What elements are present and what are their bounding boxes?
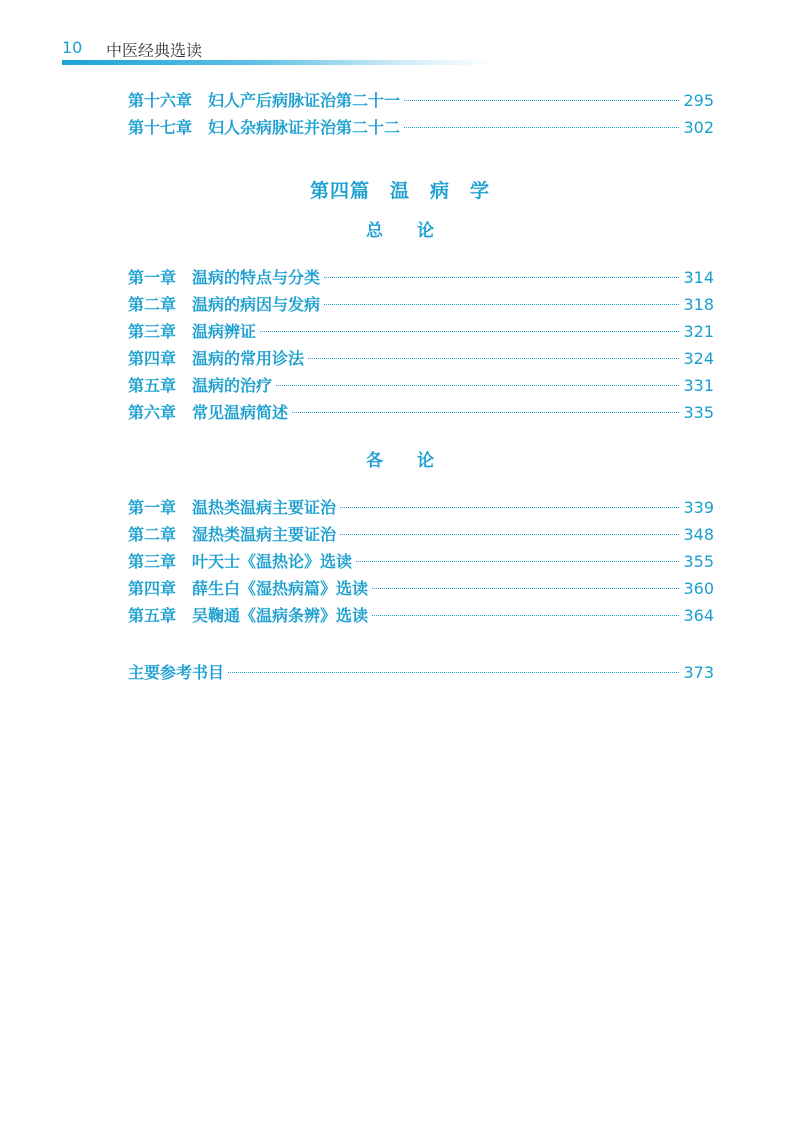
toc-chapter-title: 妇人杂病脉证并治第二十二 (208, 118, 401, 137)
toc-chapter-title: 温病的治疗 (192, 376, 273, 395)
toc-page-number: 331 (683, 376, 714, 395)
toc-page-number: 373 (683, 663, 714, 682)
toc-chapter-title: 吴鞠通《温病条辨》选读 (192, 606, 369, 625)
toc-chapter-title: 常见温病简述 (192, 403, 289, 422)
toc-leader (404, 100, 679, 101)
toc-page-number: 355 (683, 552, 714, 571)
toc-chapter-number: 第四章 (128, 579, 177, 598)
toc-page-number: 318 (683, 295, 714, 314)
toc-entry[interactable] (128, 292, 714, 314)
toc-entry[interactable] (128, 115, 714, 137)
toc-leader (324, 304, 679, 305)
toc-chapter-title: 妇人产后病脉证治第二十一 (208, 91, 401, 110)
toc-chapter-title: 温病的常用诊法 (192, 349, 305, 368)
toc-page-number: 302 (683, 118, 714, 137)
toc-entry[interactable] (128, 373, 714, 395)
toc-page-number: 360 (683, 579, 714, 598)
toc-chapter-number: 第五章 (128, 376, 177, 395)
toc-entry[interactable] (128, 346, 714, 368)
toc-leader (356, 561, 679, 562)
toc-entry[interactable] (128, 265, 714, 287)
toc-entry-bibliography[interactable] (128, 660, 714, 682)
toc-chapter-title: 温病辨证 (192, 322, 257, 341)
toc-chapter-title: 温热类温病主要证治 (192, 498, 337, 517)
toc-chapter-number: 第十七章 (128, 118, 193, 137)
toc-page-number: 321 (683, 322, 714, 341)
toc-chapter-title: 温病的特点与分类 (192, 268, 321, 287)
running-header (62, 34, 742, 64)
book-title: 中医经典选读 (106, 41, 203, 60)
toc-page-number: 364 (683, 606, 714, 625)
toc-leader (340, 507, 679, 508)
toc-page-number: 324 (683, 349, 714, 368)
toc-chapter-title: 叶天士《温热论》选读 (192, 552, 353, 571)
toc-bibliography-title: 主要参考书目 (128, 663, 225, 682)
toc-chapter-number: 第十六章 (128, 91, 193, 110)
toc-leader (404, 127, 679, 128)
toc-chapter-number: 第三章 (128, 322, 177, 341)
page-number: 10 (62, 38, 83, 57)
toc-page-number: 339 (683, 498, 714, 517)
toc-entry[interactable] (128, 522, 714, 544)
toc-page-number: 335 (683, 403, 714, 422)
toc-page-number: 314 (683, 268, 714, 287)
toc-chapter-number: 第六章 (128, 403, 177, 422)
toc-page-number: 295 (683, 91, 714, 110)
toc-chapter-title: 温病的病因与发病 (192, 295, 321, 314)
toc-leader (308, 358, 679, 359)
toc-leader (340, 534, 679, 535)
section-heading-specific: 各 论 (366, 451, 434, 471)
header-rule (62, 60, 492, 65)
toc-leader (292, 412, 679, 413)
toc-leader (228, 672, 679, 673)
toc-chapter-number: 第一章 (128, 498, 177, 517)
toc-chapter-number: 第五章 (128, 606, 177, 625)
toc-leader (324, 277, 679, 278)
toc-leader (372, 588, 679, 589)
toc-leader (260, 331, 679, 332)
toc-chapter-title: 薛生白《湿热病篇》选读 (192, 579, 369, 598)
toc-entry[interactable] (128, 88, 714, 110)
toc-entry[interactable] (128, 603, 714, 625)
toc-chapter-number: 第二章 (128, 295, 177, 314)
toc-leader (276, 385, 679, 386)
toc-entry[interactable] (128, 319, 714, 341)
toc-page-number: 348 (683, 525, 714, 544)
toc-chapter-number: 第三章 (128, 552, 177, 571)
toc-chapter-number: 第四章 (128, 349, 177, 368)
toc-chapter-title: 湿热类温病主要证治 (192, 525, 337, 544)
section-heading-general: 总 论 (366, 221, 434, 241)
toc-entry[interactable] (128, 576, 714, 598)
toc-entry[interactable] (128, 495, 714, 517)
toc-entry[interactable] (128, 400, 714, 422)
toc-chapter-number: 第二章 (128, 525, 177, 544)
part-title: 第四篇 温 病 学 (309, 180, 490, 202)
toc-chapter-number: 第一章 (128, 268, 177, 287)
toc-leader (372, 615, 679, 616)
toc-entry[interactable] (128, 549, 714, 571)
